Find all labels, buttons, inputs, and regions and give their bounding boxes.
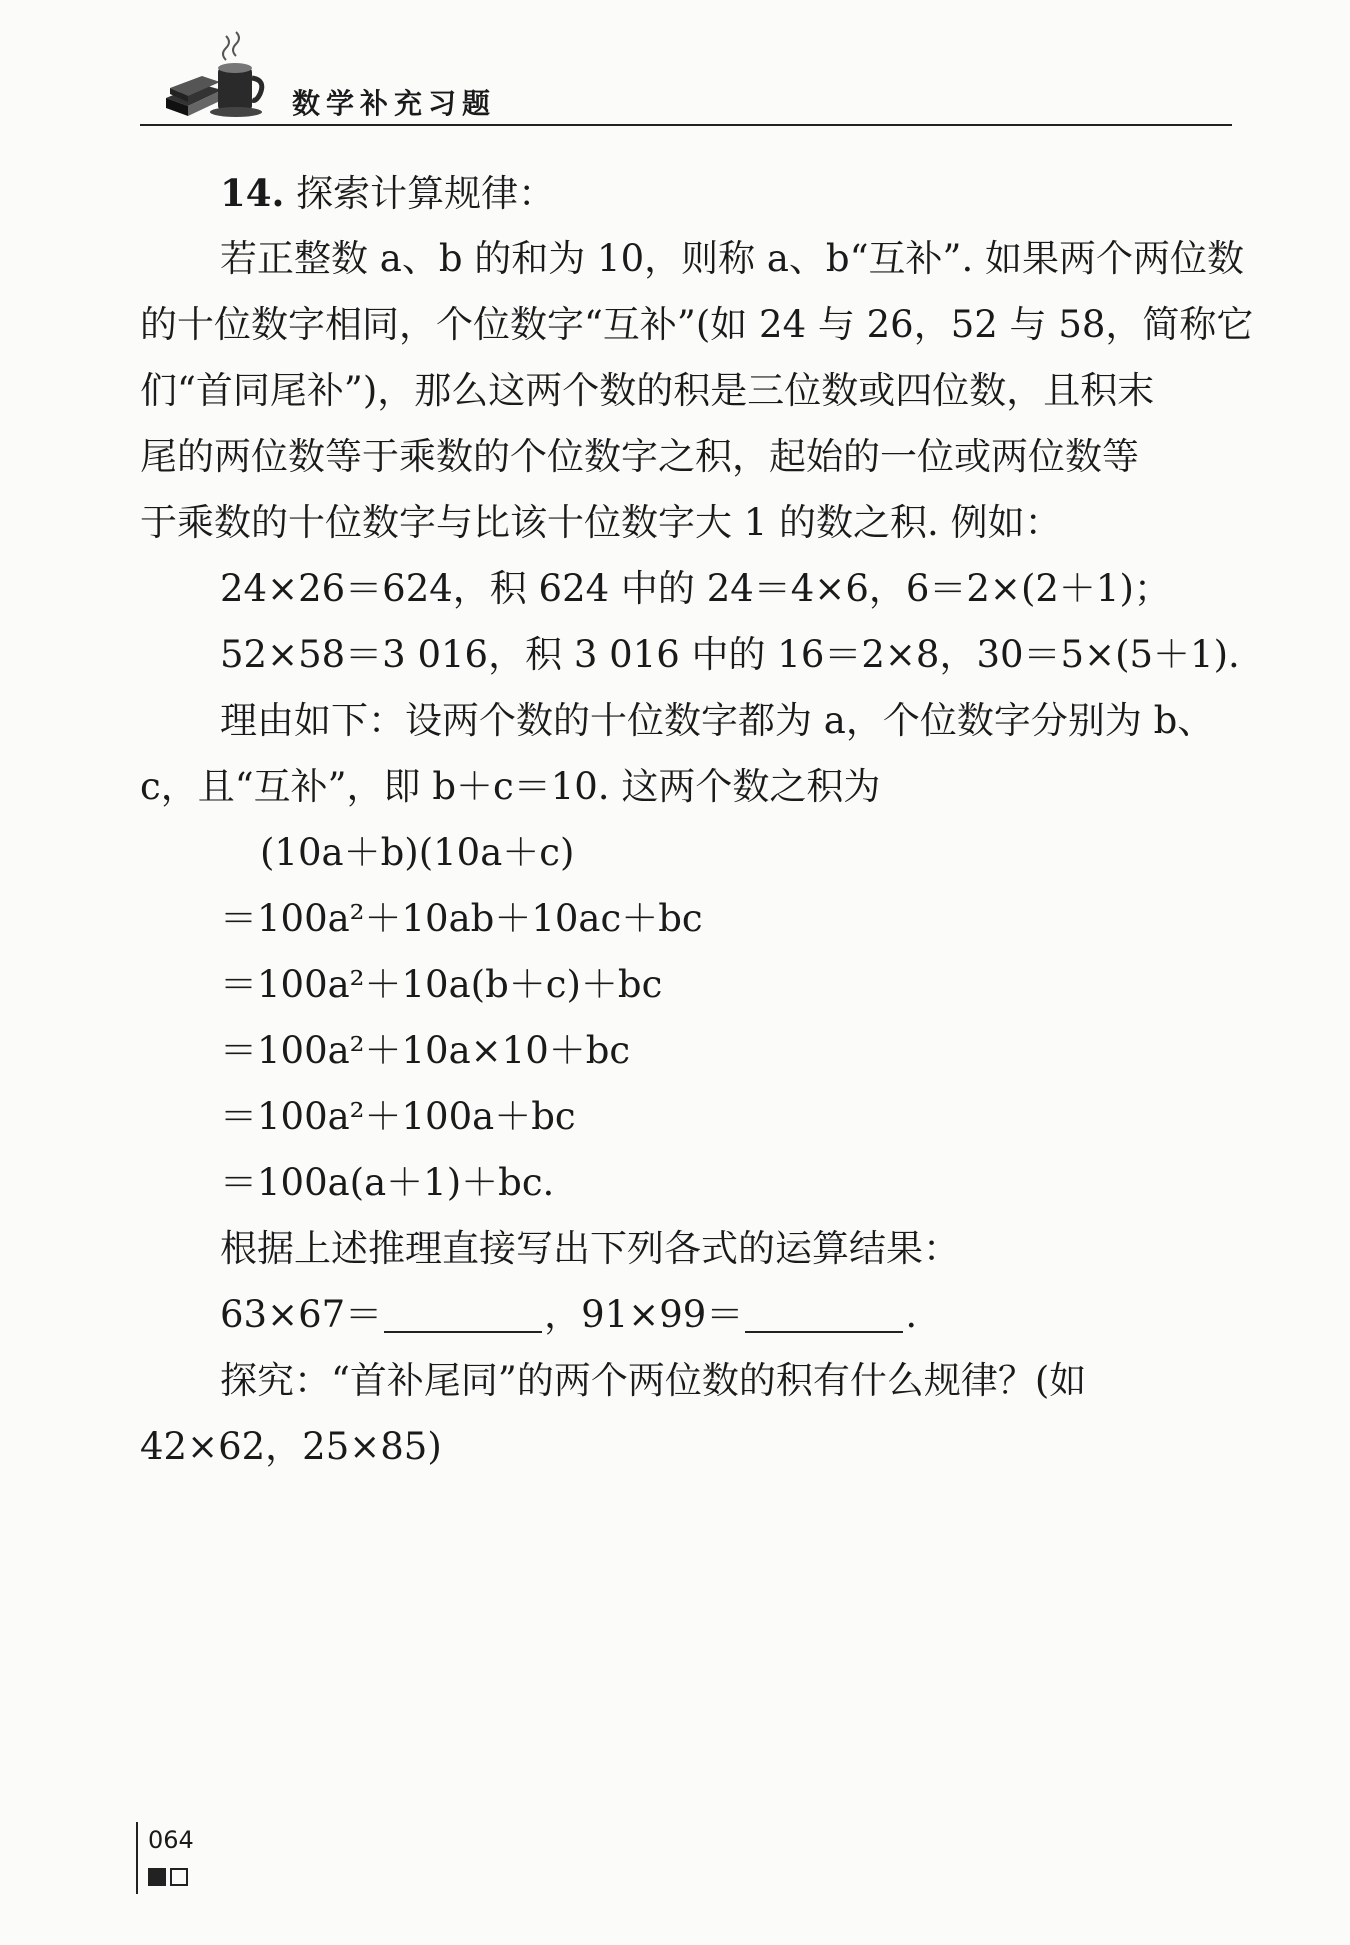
task-line: 根据上述推理直接写出下列各式的运算结果： [220, 1227, 960, 1270]
paragraph-line: c，且“互补”，即 b＋c＝10. 这两个数之积为 [140, 765, 881, 808]
derivation-line: ＝100a²＋100a＋bc [220, 1095, 576, 1138]
explore-line: 42×62，25×85) [140, 1425, 442, 1468]
question-2: ，91×99＝ [544, 1293, 744, 1336]
books-and-cup-icon [160, 28, 270, 124]
problem-content [140, 160, 1254, 1480]
folio-bar [136, 1822, 138, 1894]
question-1: 63×67＝ [220, 1293, 383, 1336]
explore-line: 探究：“首补尾同”的两个两位数的积有什么规律？(如 [220, 1359, 1087, 1402]
derivation-line: (10a＋b)(10a＋c) [260, 831, 575, 874]
answer-blank-1[interactable] [384, 1287, 542, 1333]
paragraph-line: 的十位数字相同，个位数字“互补”(如 24 与 26，52 与 58，简称它 [140, 303, 1254, 346]
question-end: . [905, 1293, 918, 1336]
derivation-line: ＝100a²＋10a(b＋c)＋bc [220, 963, 663, 1006]
page-number: 064 [148, 1826, 194, 1854]
example-line: 52×58＝3 016，积 3 016 中的 16＝2×8，30＝5×(5＋1). [220, 633, 1240, 676]
empty-square-icon [170, 1868, 188, 1886]
problem-title: 探索计算规律： [296, 172, 556, 215]
derivation-line: ＝100a²＋10ab＋10ac＋bc [220, 897, 703, 940]
filled-square-icon [148, 1868, 166, 1886]
problem-heading [140, 160, 1232, 226]
paragraph-line: 理由如下：设两个数的十位数字都为 a，个位数字分别为 b、 [220, 699, 1215, 742]
header-title: 数学补充习题 [292, 87, 497, 120]
paragraph-line: 尾的两位数等于乘数的个位数字之积，起始的一位或两位数等 [140, 435, 1139, 478]
derivation-line: ＝100a(a＋1)＋bc. [220, 1161, 555, 1204]
paragraph-line: 们“首同尾补”)，那么这两个数的积是三位数或四位数，且积末 [140, 369, 1155, 412]
paragraph-line: 若正整数 a、b 的和为 10，则称 a、b“互补”. 如果两个两位数 [220, 237, 1244, 280]
derivation-line: ＝100a²＋10a×10＋bc [220, 1029, 631, 1072]
example-line: 24×26＝624，积 624 中的 24＝4×6，6＝2×(2＋1)； [220, 567, 1171, 610]
header-rule [140, 124, 1232, 126]
answer-blank-2[interactable] [745, 1287, 903, 1333]
answer-line [140, 1282, 1232, 1348]
problem-number: 14. [220, 171, 285, 215]
folio-marks [148, 1868, 192, 1890]
paragraph-line: 于乘数的十位数字与比该十位数字大 1 的数之积. 例如： [140, 501, 1062, 544]
